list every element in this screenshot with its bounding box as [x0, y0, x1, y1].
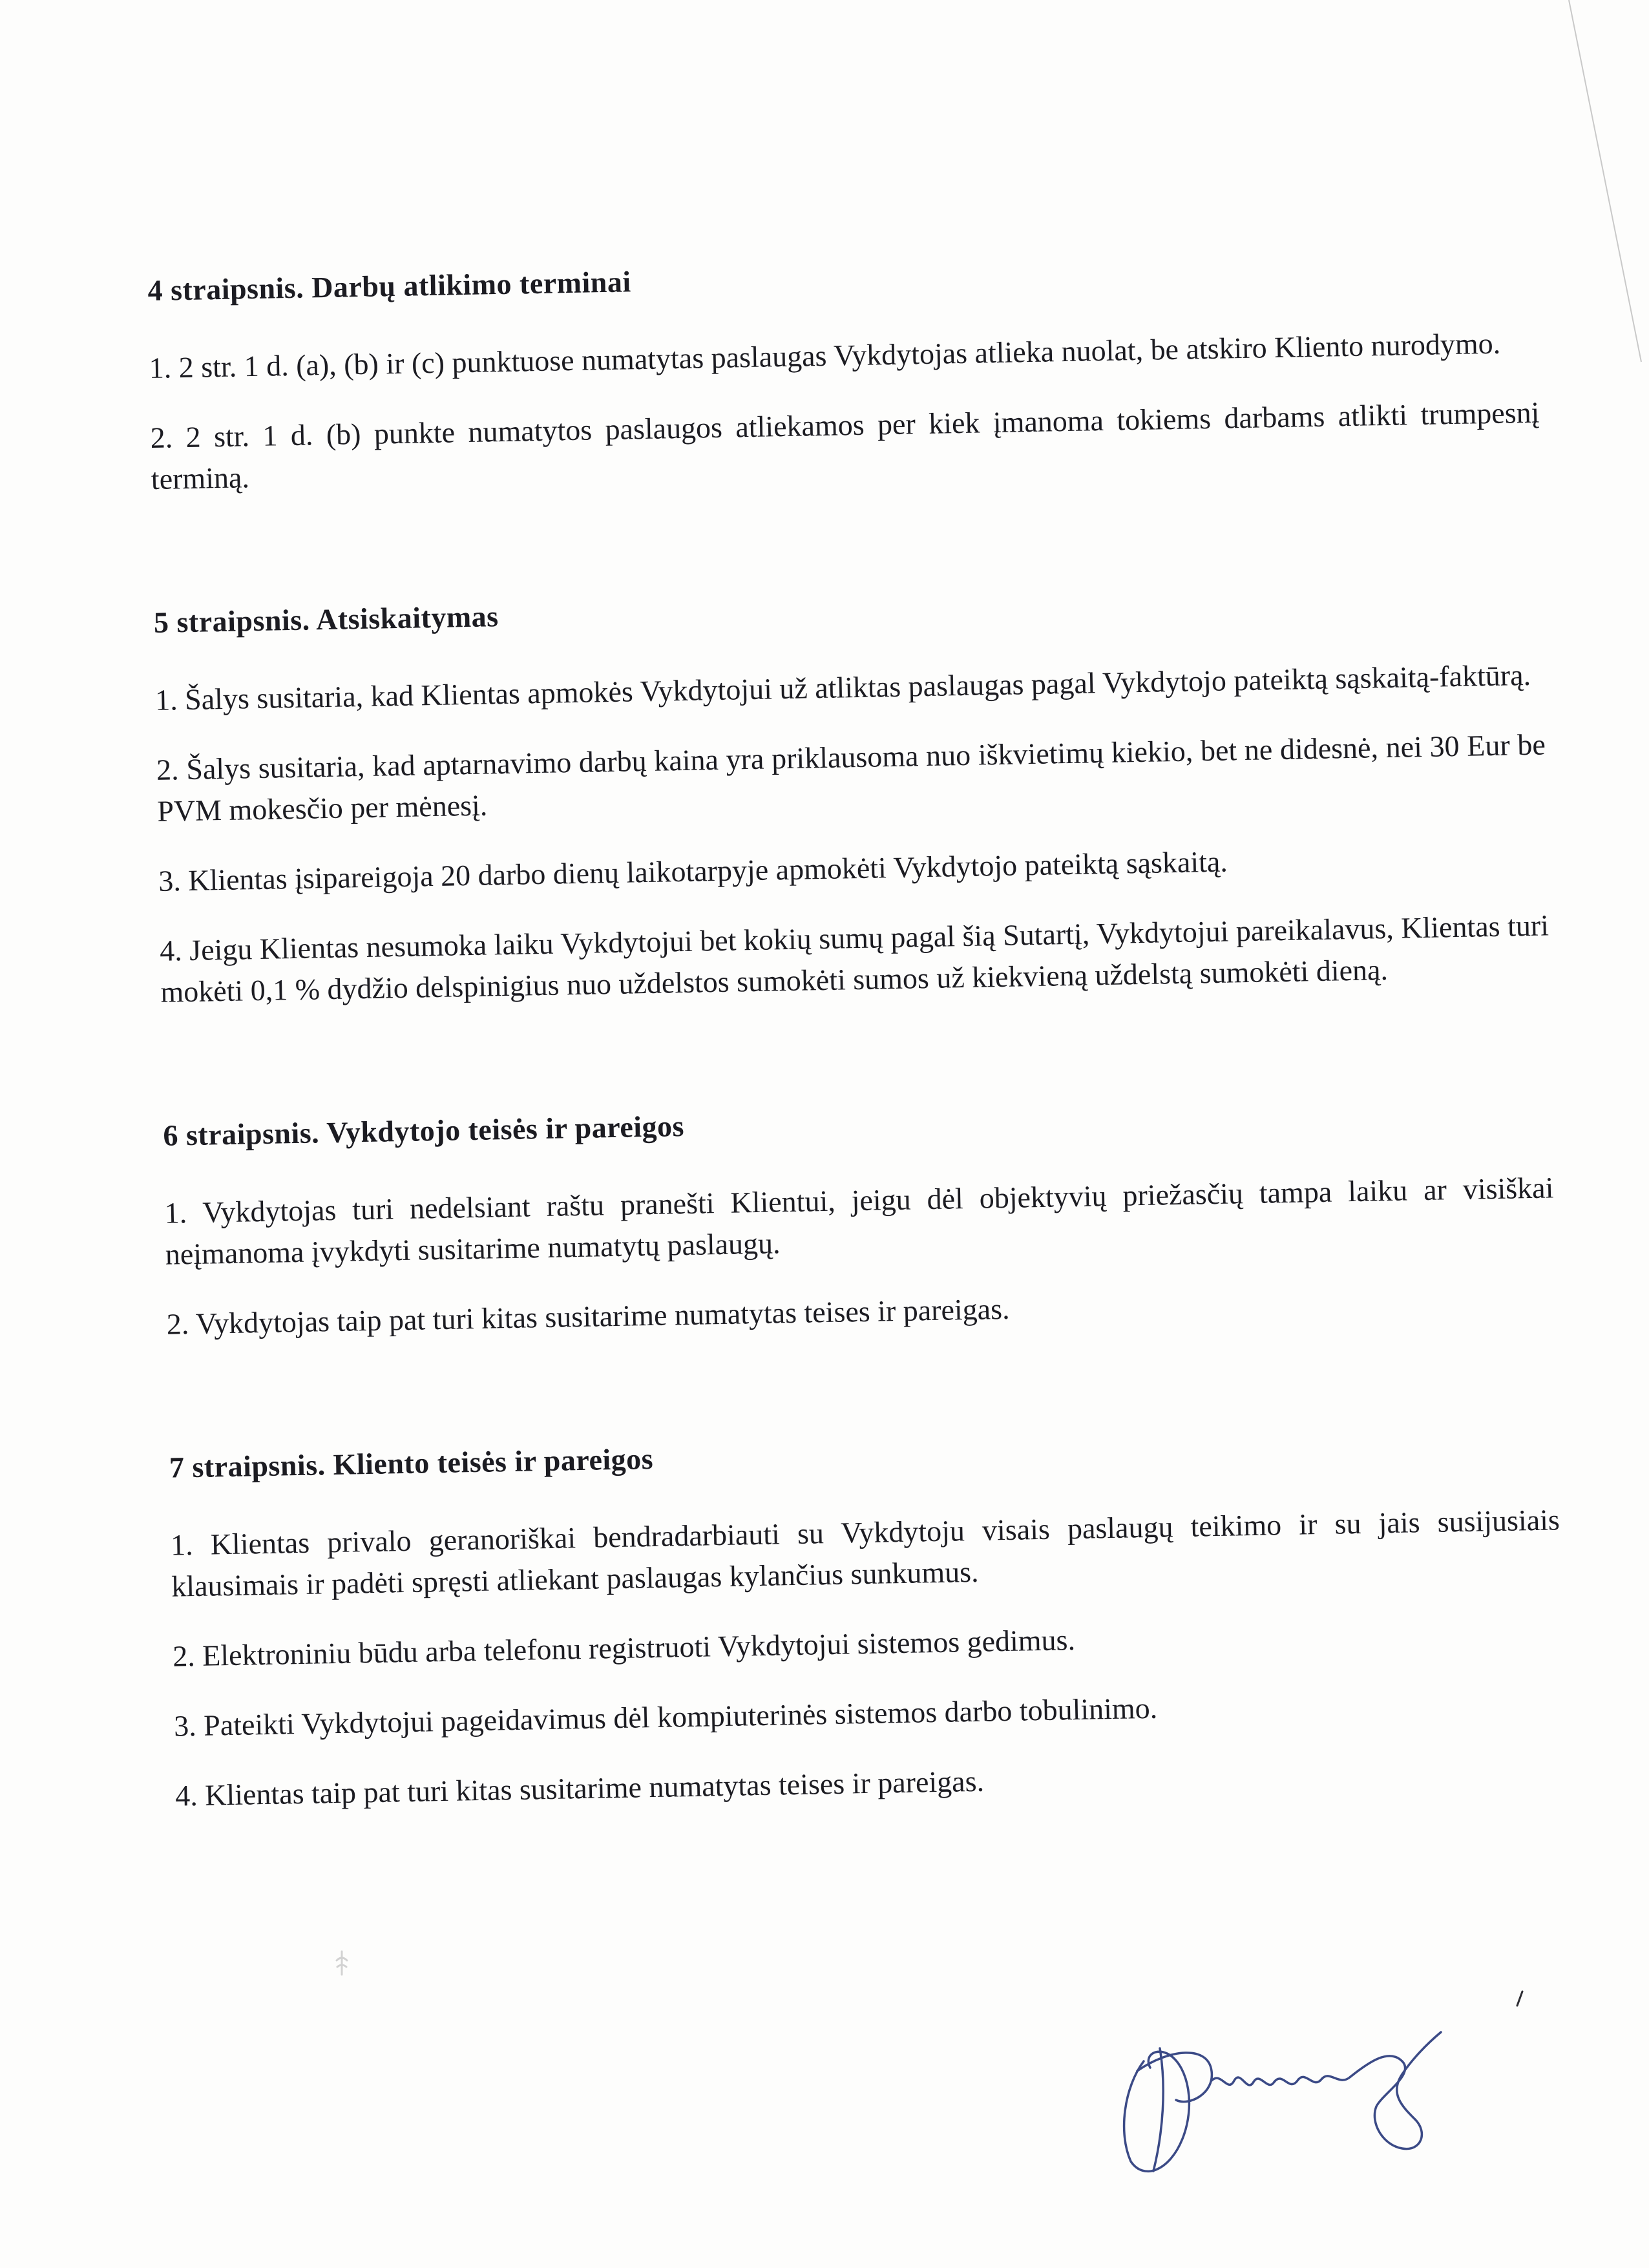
section-heading: 5 straipsnis. Atsiskaitymas — [153, 600, 499, 639]
document-body — [147, 246, 1566, 1920]
section-6-contractor-rights — [163, 1091, 1556, 1345]
clause-paragraph: 1. Šalys susitaria, kad Klientas apmokės Vykdytojui už atliktas paslaugas pagal Vykdytojo pateiktą sąskaitą-faktūrą. — [154, 658, 1531, 717]
section-heading: 7 straipsnis. Kliento teisės ir pareigos — [169, 1442, 654, 1484]
clause-paragraph: 1. 2 str. 1 d. (a), (b) ir (c) punktuose numatytas paslaugas Vykdytojas atlieka nuolat, be atskiro Kliento nurodymo. — [149, 326, 1501, 384]
clause-paragraph: 3. Pateikti Vykdytojui pageidavimus dėl kompiuterinės sistemos darbo tobulinimo. — [173, 1691, 1158, 1743]
clause-paragraph: 1. Klientas privalo geranoriškai bendradarbiauti su Vykdytoju visais paslaugų teikimo ir su jais susijusiais klausimais ir padėti spręsti atliekant paslaugas kylančius sunkumus. — [170, 1503, 1560, 1603]
stray-ink-mark — [332, 1949, 352, 1977]
handwritten-signature — [1098, 2010, 1460, 2190]
scan-edge-line — [1564, 0, 1649, 388]
section-5-settlement — [153, 578, 1549, 1013]
clause-paragraph: 1. Vykdytojas turi nedelsiant raštu pranešti Klientui, jeigu dėl objektyvių priežasčių tampa laiku ar visiškai neįmanoma įvykdyti susitarime numatytų paslaugų. — [164, 1171, 1554, 1271]
section-4-work-deadlines — [147, 246, 1540, 500]
clause-paragraph: 2. Šalys susitaria, kad aptarnavimo darbų kaina yra priklausoma nuo iškvietimų kiekio, bet ne didesnė, nei 30 Eur be PVM mokesčio per mėnesį. — [156, 728, 1546, 828]
clause-paragraph: 4. Klientas taip pat turi kitas susitarime numatytas teises ir pareigas. — [174, 1764, 985, 1812]
clause-paragraph: 2. Vykdytojas taip pat turi kitas susitarime numatytas teises ir pareigas. — [166, 1292, 1010, 1341]
clause-paragraph: 2. 2 str. 1 d. (b) punkte numatytos paslaugos atliekamos per kiek įmanoma tokiems darbams atlikti trumpesnį terminą. — [150, 395, 1540, 496]
clause-paragraph: 4. Jeigu Klientas nesumoka laiku Vykdytojui bet kokių sumų pagal šią Sutartį, Vykdytojui pareikalavus, Klientas turi mokėti 0,1 % dydžio delspinigius nuo uždelstos sumokėti sumos už kiekvieną uždelstą sumokėti dieną. — [159, 908, 1549, 1009]
clause-paragraph: 2. Elektroniniu būdu arba telefonu registruoti Vykdytojui sistemos gedimus. — [172, 1623, 1076, 1673]
clause-paragraph: 3. Klientas įsipareigoja 20 darbo dienų laikotarpyje apmokėti Vykdytojo pateiktą sąskaitą. — [158, 845, 1228, 898]
stray-ink-mark — [1513, 1989, 1526, 2008]
section-heading: 4 straipsnis. Darbų atlikimo terminai — [147, 265, 632, 307]
section-heading: 6 straipsnis. Vykdytojo teisės ir pareigos — [163, 1109, 685, 1152]
section-7-client-rights — [169, 1423, 1564, 1816]
